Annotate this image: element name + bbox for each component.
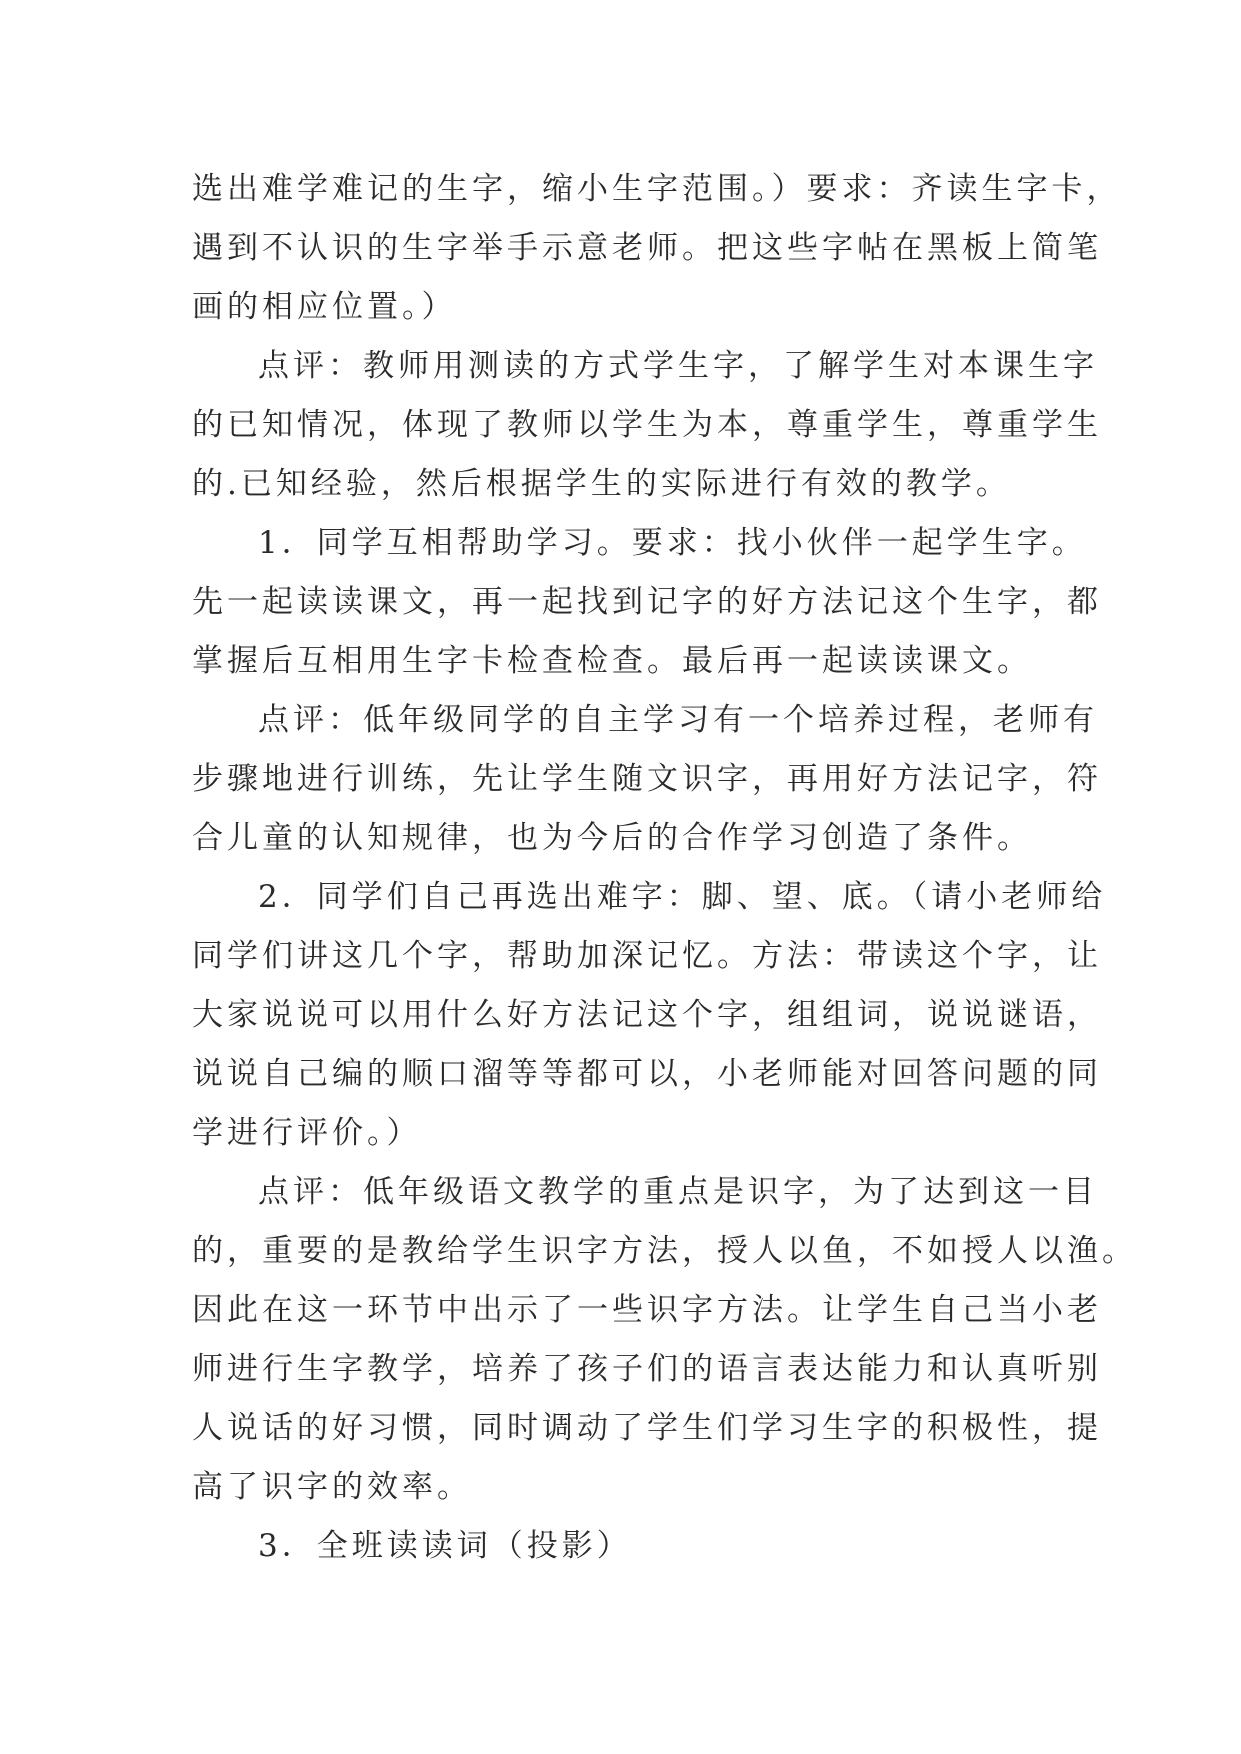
text-line: 3．全班读读词（投影） bbox=[258, 1528, 632, 1564]
text-line: 掌握后互相用生字卡检查检查。最后再一起读读课文。 bbox=[192, 643, 1032, 679]
text-line: 人说话的好习惯，同时调动了学生们学习生字的积极性，提 bbox=[192, 1410, 1102, 1446]
text-line: 合儿童的认知规律，也为今后的合作学习创造了条件。 bbox=[192, 820, 1032, 856]
text-line: 学进行评价。） bbox=[192, 1115, 422, 1151]
text-line: 师进行生字教学，培养了孩子们的语言表达能力和认真听别 bbox=[192, 1351, 1102, 1387]
text-line: 选出难学难记的生字，缩小生字范围。）要求：齐读生字卡， bbox=[192, 171, 1122, 207]
text-line: 点评：低年级语文教学的重点是识字，为了达到这一目 bbox=[258, 1174, 1098, 1210]
document-body bbox=[192, 160, 1137, 1576]
text-line: 的已知情况，体现了教师以学生为本，尊重学生，尊重学生 bbox=[192, 407, 1102, 443]
text-line: 点评：教师用测读的方式学生字，了解学生对本课生字 bbox=[258, 348, 1098, 384]
text-line: 步骤地进行训练，先让学生随文识字，再用好方法记字，符 bbox=[192, 761, 1102, 797]
text-line: 高了识字的效率。 bbox=[192, 1469, 472, 1505]
text-line: 大家说说可以用什么好方法记这个字，组组词，说说谜语， bbox=[192, 997, 1102, 1033]
text-line: 画的相应位置。） bbox=[192, 289, 457, 325]
text-line: 2．同学们自己再选出难字：脚、望、底。（请小老师给 bbox=[258, 879, 1107, 915]
text-line: 点评：低年级同学的自主学习有一个培养过程，老师有 bbox=[258, 702, 1098, 738]
text-line: 先一起读读课文，再一起找到记字的好方法记这个生字，都 bbox=[192, 584, 1102, 620]
text-line: 的.已知经验，然后根据学生的实际进行有效的教学。 bbox=[192, 466, 1011, 502]
text-line: 1．同学互相帮助学习。要求：找小伙伴一起学生字。 bbox=[258, 525, 1087, 561]
text-line: 的，重要的是教给学生识字方法，授人以鱼，不如授人以渔。 bbox=[192, 1233, 1137, 1269]
text-line: 说说自己编的顺口溜等等都可以，小老师能对回答问题的同 bbox=[192, 1056, 1102, 1092]
text-line: 同学们讲这几个字，帮助加深记忆。方法：带读这个字，让 bbox=[192, 938, 1102, 974]
text-line: 遇到不认识的生字举手示意老师。把这些字帖在黑板上简笔 bbox=[192, 230, 1102, 266]
text-line: 因此在这一环节中出示了一些识字方法。让学生自己当小老 bbox=[192, 1292, 1102, 1328]
